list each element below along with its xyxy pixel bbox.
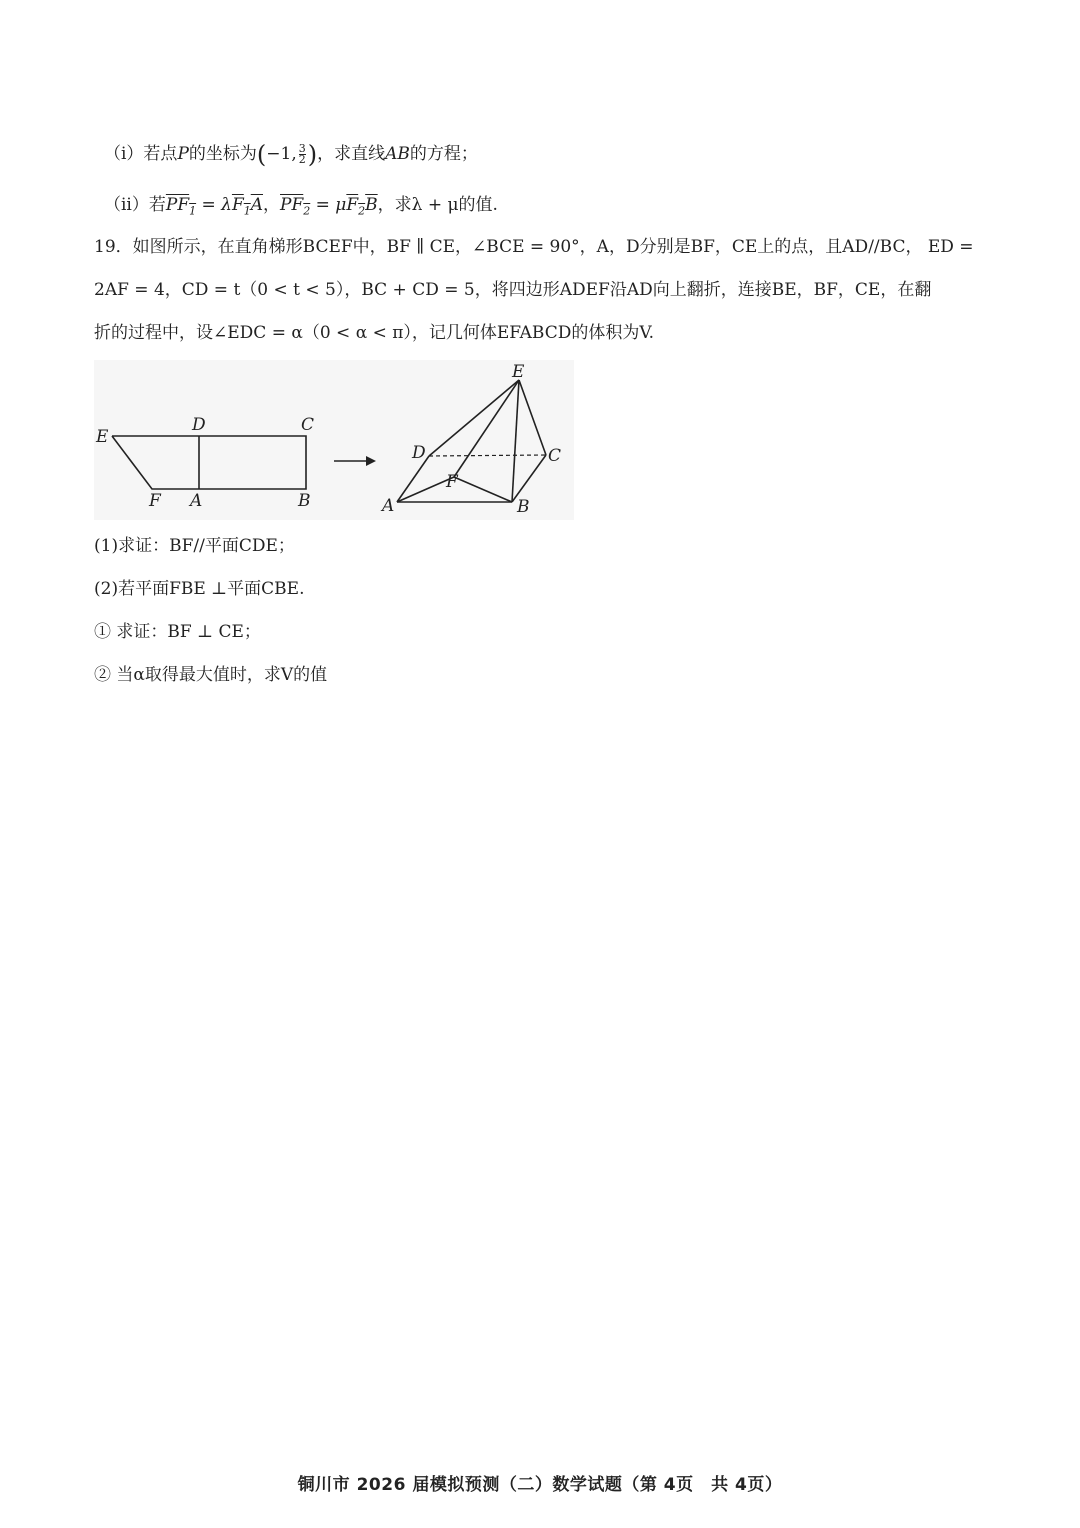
coord-x: −1, [266, 144, 297, 164]
label-B-right: B [517, 497, 530, 517]
frac-num: 3 [298, 142, 306, 155]
question-2-1: ① 求证：BF ⊥ CE； [94, 622, 261, 642]
vec-text: PF [165, 195, 190, 215]
vector-F1A [231, 195, 264, 218]
label-D-left: D [192, 415, 206, 435]
vec-text: F [346, 195, 359, 215]
label-B-left: B [298, 491, 311, 511]
vector-PF1 [165, 195, 197, 218]
fraction [299, 144, 306, 165]
problem19-line2: 2AF = 4，CD = t（0 < t < 5），BC + CD = 5，将四边形ADEF沿AD向上翻折，连接BE，BF，CE，在翻 [94, 280, 932, 300]
vector-F2B [346, 195, 378, 218]
label-C-right: C [548, 446, 562, 466]
vec-text: PF [280, 195, 304, 215]
vector-PF2 [280, 195, 311, 218]
label-D-right: D [412, 443, 426, 463]
problem19-line3: 折的过程中，设∠EDC = α（0 < α < π），记几何体EFABCD的体积为V. [94, 323, 655, 343]
text: ，求λ + μ的值. [377, 195, 498, 215]
text: ，求直线 [317, 144, 386, 164]
text: = μ [310, 195, 347, 215]
subscript: 2 [303, 204, 311, 218]
text: （ii）若 [104, 195, 166, 215]
problem19-line1: 19．如图所示，在直角梯形BCEF中，BF ∥ CE，∠BCE = 90°，A，D分别是BF，CE上的点，且AD//BC， ED = [94, 237, 974, 257]
subscript: 1 [243, 204, 251, 218]
vec-text: F [231, 195, 244, 215]
frac-den: 2 [298, 153, 306, 166]
problem18-part-ii [104, 194, 498, 222]
question-2-2: ② 当α取得最大值时，求V的值 [94, 665, 328, 685]
subscript: 1 [189, 204, 197, 218]
label-E-left: E [96, 427, 109, 447]
vec-text: B [365, 195, 378, 215]
text: （i）若点 [104, 144, 178, 164]
question-2: (2)若平面FBE ⊥平面CBE. [94, 579, 305, 599]
var-AB: AB [385, 144, 410, 164]
label-E-right: E [512, 362, 525, 382]
label-F-right: F [446, 472, 458, 492]
label-A-left: A [190, 491, 203, 511]
problem18-part-i [104, 140, 478, 169]
label-C-left: C [301, 415, 315, 435]
question-1: (1)求证：BF//平面CDE； [94, 536, 295, 556]
vec-text: A [250, 195, 264, 215]
label-F-left: F [149, 491, 161, 511]
text: = λ [196, 195, 232, 215]
page-footer: 铜川市 2026 届模拟预测（二）数学试题（第 4页 共 4页） [297, 1475, 783, 1495]
paren-right: ) [307, 140, 318, 169]
figure [94, 360, 574, 520]
subscript: 2 [358, 204, 366, 218]
text: 的方程； [409, 144, 478, 164]
text: 的坐标为 [188, 144, 257, 164]
var-P: P [177, 144, 189, 164]
paren-left: ( [256, 140, 267, 169]
text: ， [263, 195, 281, 215]
figure-background [94, 360, 574, 520]
label-A-right: A [382, 496, 395, 516]
